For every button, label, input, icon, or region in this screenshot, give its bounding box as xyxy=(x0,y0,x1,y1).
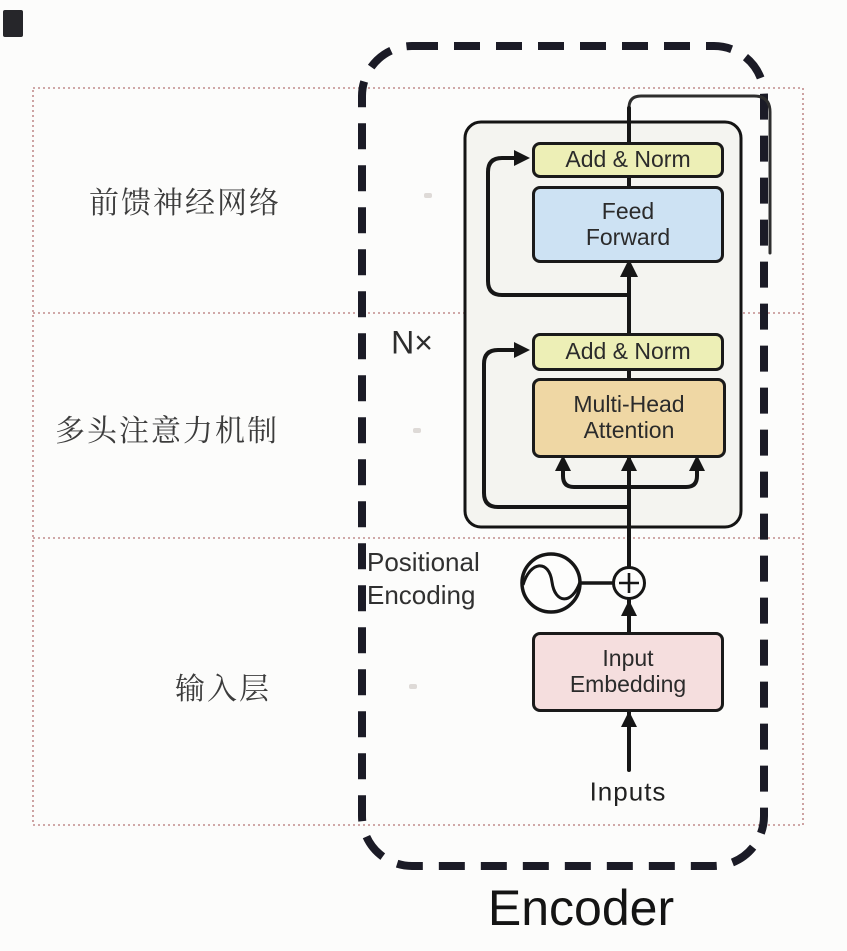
row-label-feed-forward-network: 前馈神经网络 xyxy=(89,187,281,220)
faint-artifact-dot xyxy=(409,684,417,689)
multi-head-attention-block xyxy=(532,378,726,458)
multi-head-attention-label-line1: Multi-Head xyxy=(573,391,685,418)
faint-artifact-dot xyxy=(413,428,421,433)
input-embedding-label-line2: Embedding xyxy=(569,671,687,697)
add-norm-block-2-label: Add & Norm xyxy=(565,338,691,365)
row-label-input-layer: 输入层 xyxy=(175,673,271,706)
feed-forward-label-line2: Forward xyxy=(585,223,671,250)
input-embedding-label-line1: Input xyxy=(602,645,654,672)
encoder-caption: Encoder xyxy=(487,880,675,936)
sine-wave-icon xyxy=(522,554,580,612)
feed-forward-label-line1: Feed xyxy=(601,197,655,224)
multi-head-attention-label-line2: Attention xyxy=(583,417,675,443)
feed-forward-block xyxy=(532,186,724,263)
input-embedding-block xyxy=(532,632,724,712)
positional-encoding-line2: Encoding xyxy=(367,579,476,610)
add-norm-block-1 xyxy=(532,142,724,178)
nx-repeat-label: N× xyxy=(391,324,433,361)
add-norm-block-1-label: Add & Norm xyxy=(565,146,691,173)
row-label-multi-head-attention: 多头注意力机制 xyxy=(55,415,279,448)
plus-circle-icon xyxy=(614,568,645,599)
positional-encoding-label xyxy=(367,546,480,611)
inputs-label: Inputs xyxy=(589,776,667,807)
positional-encoding-line1: Positional xyxy=(367,547,480,577)
corner-artifact xyxy=(3,10,23,37)
faint-artifact-dot xyxy=(424,193,432,198)
add-norm-block-2 xyxy=(532,333,724,371)
